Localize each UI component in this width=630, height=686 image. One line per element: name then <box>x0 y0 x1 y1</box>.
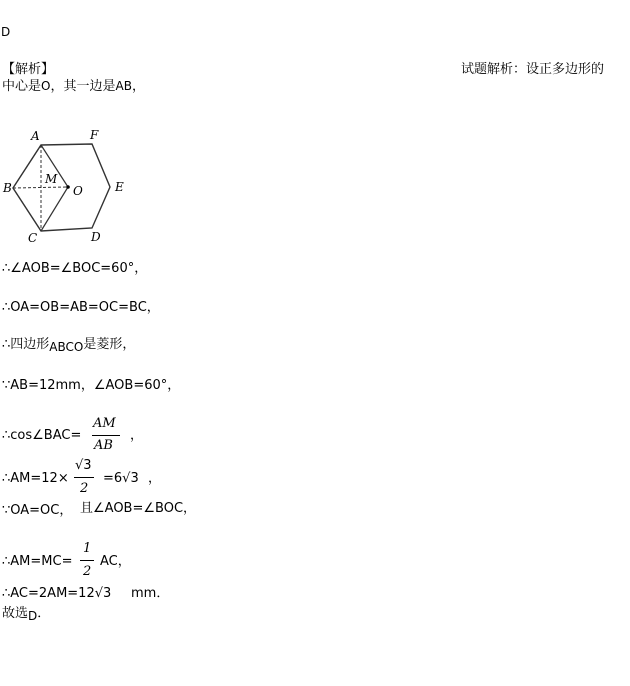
label-c: C <box>28 231 38 245</box>
analysis-intro: 试题解析：设正多边形的 <box>461 62 605 77</box>
label-e: E <box>115 180 124 194</box>
fraction-bar <box>92 435 120 436</box>
text: 故选 <box>2 606 29 621</box>
text: ，其一边是 <box>50 79 116 94</box>
line-am-mc: ∴AM=MC= <box>2 554 73 569</box>
line-given: ∵AB=12mm，∠AOB=60°， <box>2 378 181 393</box>
text: 中心是 <box>2 79 42 94</box>
choice-d: D <box>28 609 38 623</box>
fraction-sqrt3-2 <box>74 458 96 498</box>
label-m: M <box>45 172 58 186</box>
label-a: A <box>31 129 40 143</box>
denominator: 2 <box>80 481 89 496</box>
text: ， <box>131 79 145 94</box>
denominator: 2 <box>83 564 92 579</box>
line-oa-oc: ∵OA=OC， <box>2 503 73 518</box>
analysis-label: 【解析】 <box>2 62 55 77</box>
label-d: D <box>91 230 101 244</box>
line-equal-sides: ∴OA=OB=AB=OC=BC， <box>2 300 160 315</box>
label-o: O <box>73 184 83 198</box>
text: ∴四边形 <box>2 337 50 352</box>
numerator: 1 <box>83 541 92 556</box>
text: 是菱形， <box>83 337 136 352</box>
line-center <box>2 78 145 95</box>
segment-co <box>41 187 68 231</box>
answer-letter: D <box>1 25 11 39</box>
text: =6 <box>103 471 123 486</box>
text: ． <box>37 606 51 621</box>
line-angle-equal: 且∠AOB=∠BOC， <box>80 501 197 516</box>
numerator: AM <box>93 416 116 431</box>
sqrt3: √3 <box>122 471 139 486</box>
numerator: √3 <box>75 458 92 473</box>
label-b: B <box>3 181 12 195</box>
text: ∴AC=2AM=12 <box>2 586 95 601</box>
denominator: AB <box>94 438 113 453</box>
line-am-result <box>103 471 139 487</box>
unit-mm: mm． <box>131 586 170 601</box>
segment-bo-dashed <box>13 187 68 188</box>
sqrt3: √3 <box>94 586 112 601</box>
line-angles: ∴∠AOB=∠BOC=60°， <box>2 261 148 276</box>
ac-text: AC， <box>100 554 131 569</box>
fraction-1-2 <box>80 541 96 581</box>
comma: ， <box>130 428 144 443</box>
fraction-bar <box>80 560 94 561</box>
center-point <box>66 185 70 189</box>
quad-abco: ABCO <box>49 340 84 354</box>
line-choose <box>2 605 50 622</box>
point-o: O <box>41 79 51 93</box>
comma: ， <box>148 471 162 486</box>
line-ac-result <box>2 586 111 602</box>
line-rhombus <box>2 336 135 353</box>
fraction-am-ab <box>92 416 122 456</box>
line-cos: ∴cos∠BAC= <box>2 428 82 443</box>
fraction-bar <box>74 477 94 478</box>
label-f: F <box>90 128 99 142</box>
hexagon-outline <box>13 144 110 231</box>
segment-ab: AB <box>115 79 132 93</box>
hexagon-figure <box>0 125 140 245</box>
line-am-calc: ∴AM=12× <box>2 471 69 486</box>
